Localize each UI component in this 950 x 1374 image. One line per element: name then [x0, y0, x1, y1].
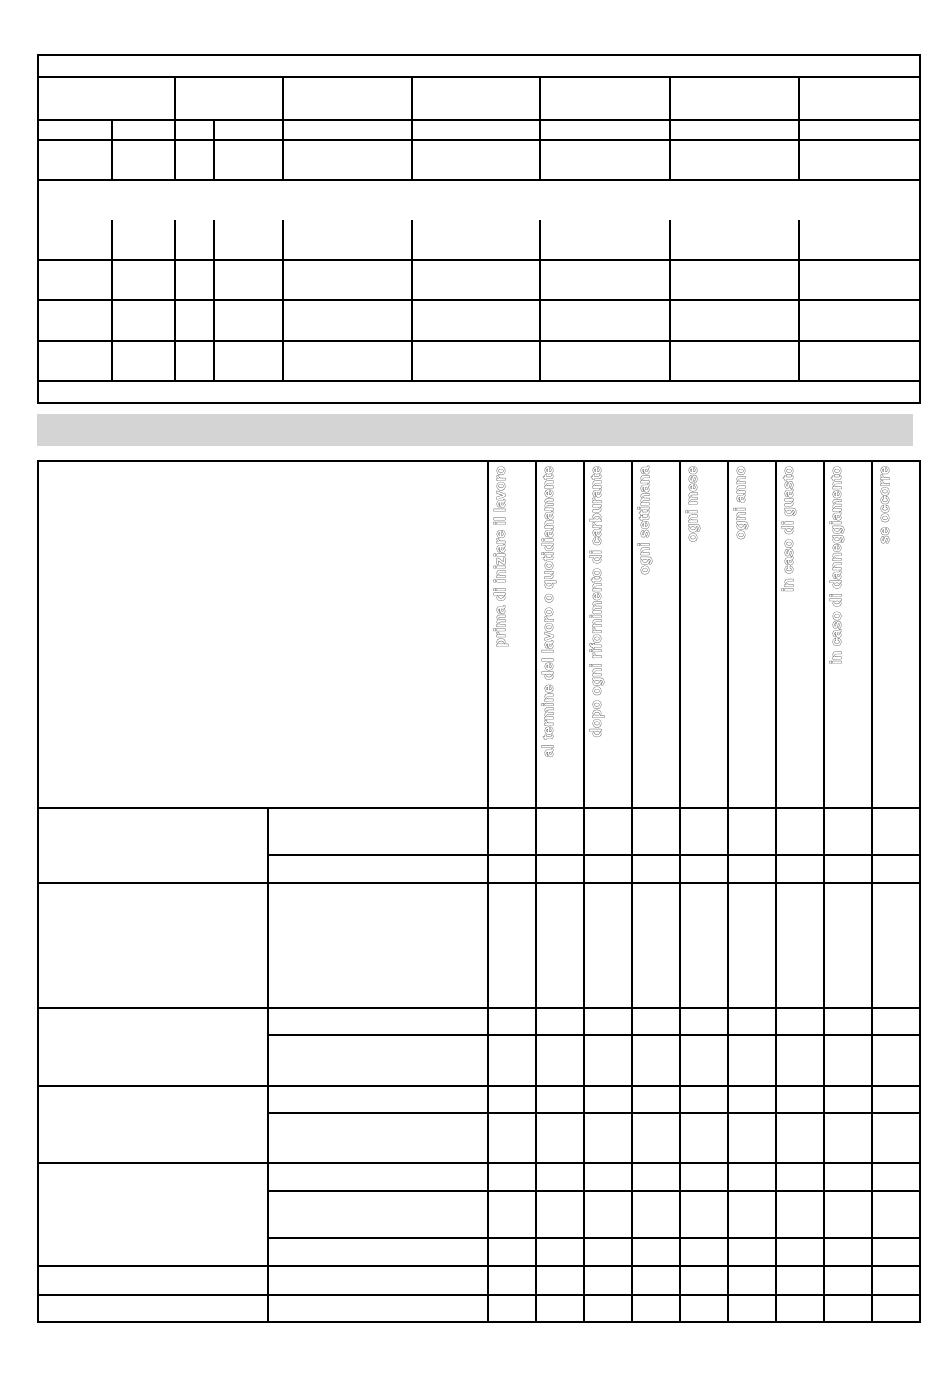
grid-line-v: [539, 77, 541, 180]
grid-line-h: [37, 1007, 921, 1009]
grid-line-h: [268, 854, 921, 856]
header-ogni-anno: ogni anno: [732, 466, 749, 540]
grid-line-v: [669, 77, 671, 180]
grid-line-v: [411, 77, 413, 180]
grid-line-h: [37, 259, 921, 261]
grid-line-h: [37, 1162, 921, 1164]
header-in-caso-di-danneggiamento: in caso di danneggiamento: [828, 466, 845, 665]
grid-line-v: [487, 460, 489, 1323]
grid-line-h: [37, 1085, 921, 1087]
grid-line-v: [282, 220, 284, 381]
grid-line-v: [174, 220, 176, 381]
grid-line-v: [111, 120, 113, 180]
grid-line-v: [282, 77, 284, 180]
grid-line-v: [798, 77, 800, 180]
header-ogni-mese: ogni mese: [684, 466, 701, 542]
grid-line-h: [268, 1237, 921, 1239]
grid-line-v: [727, 460, 729, 1323]
grid-line-h: [268, 1034, 921, 1036]
grid-line-h: [37, 179, 921, 181]
grid-line-h: [37, 1265, 921, 1267]
grid-line-v: [213, 120, 215, 180]
header-al-termine-del-lavoro: al termine del lavoro o quotidianamente: [540, 466, 557, 758]
grid-line-h: [268, 1190, 921, 1192]
grid-line-v: [823, 460, 825, 1323]
grid-line-v: [539, 220, 541, 381]
header-in-caso-di-guasto: in caso di guasto: [780, 466, 797, 592]
header-se-occorre: se occorre: [876, 466, 893, 544]
specifications-table: [37, 54, 921, 404]
grid-line-v: [111, 220, 113, 381]
grid-line-h: [37, 299, 921, 301]
grid-line-h: [37, 340, 921, 342]
grid-line-v: [267, 808, 269, 1323]
grid-line-h: [37, 882, 921, 884]
grid-line-v: [775, 460, 777, 1323]
header-dopo-rifornimento: dopo ogni rifornimento di carburante: [588, 466, 605, 738]
grid-line-h: [268, 1112, 921, 1114]
header-prima-di-iniziare: prima di iniziare il lavoro: [492, 466, 509, 648]
grid-line-h: [37, 807, 921, 809]
grid-line-v: [213, 220, 215, 381]
grid-line-v: [871, 460, 873, 1323]
grid-line-v: [669, 220, 671, 381]
grid-line-h: [37, 76, 921, 78]
grid-line-h: [37, 1294, 921, 1296]
grid-line-v: [798, 220, 800, 381]
grid-line-v: [174, 77, 176, 180]
grid-line-h: [37, 380, 921, 382]
grid-line-v: [631, 460, 633, 1323]
grid-line-v: [535, 460, 537, 1323]
grid-line-v: [411, 220, 413, 381]
grid-line-h: [37, 139, 921, 141]
header-ogni-settimana: ogni settimana: [636, 466, 653, 575]
grid-line-h: [37, 119, 921, 121]
grid-line-v: [583, 460, 585, 1323]
section-title-bar: [37, 414, 913, 446]
grid-line-v: [679, 460, 681, 1323]
